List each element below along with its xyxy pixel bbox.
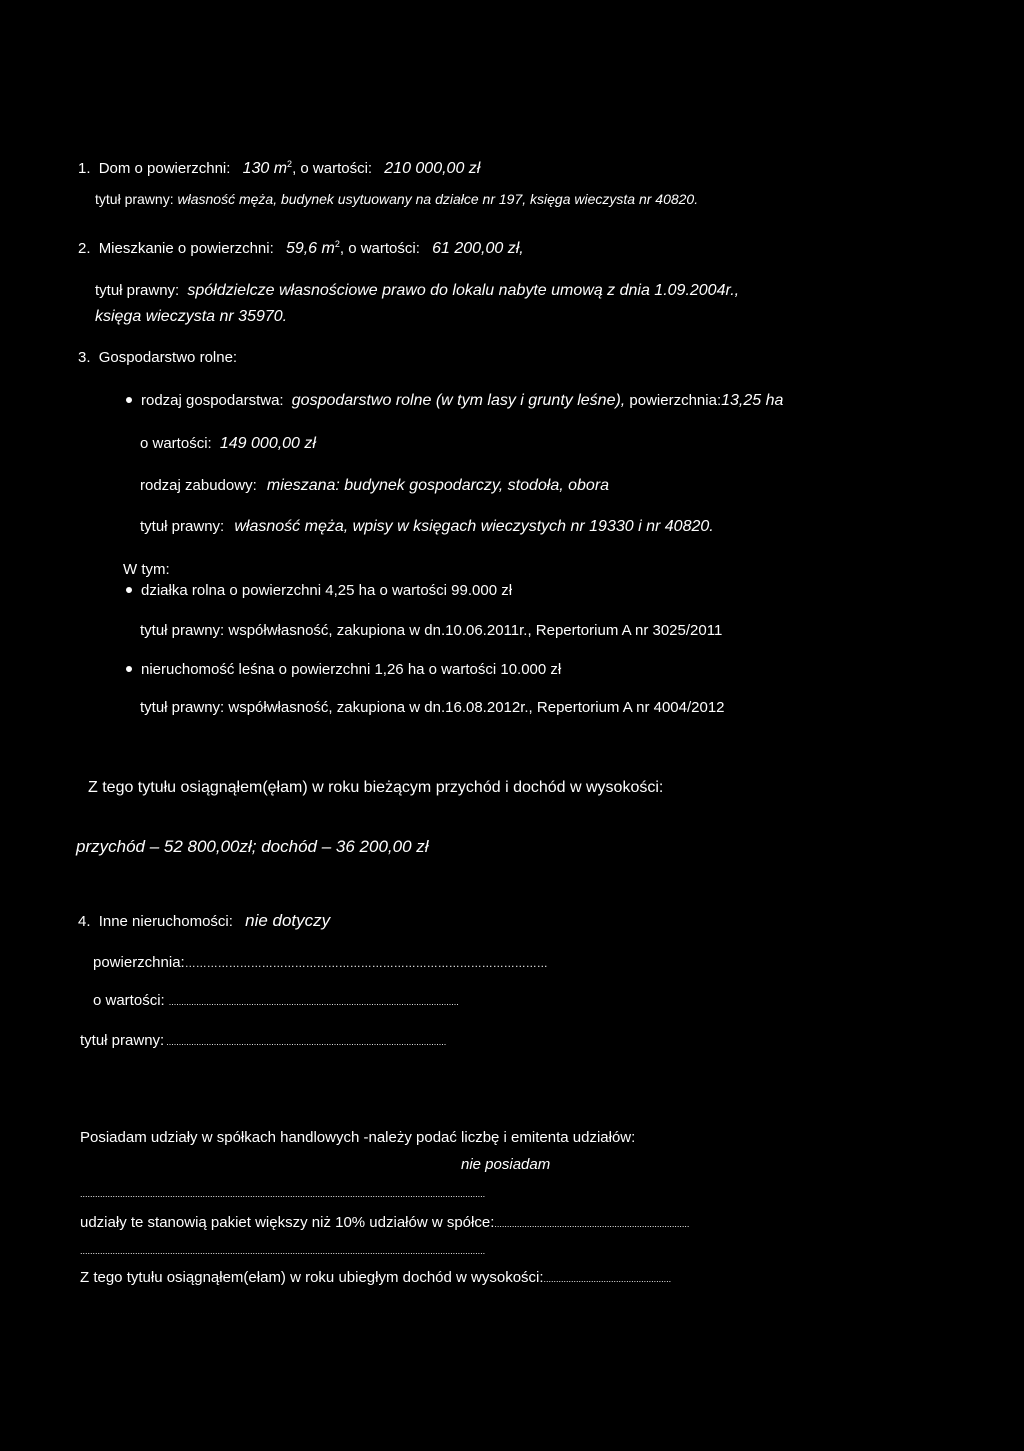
item3-line	[78, 350, 237, 365]
item3-value-line	[140, 436, 316, 452]
shares-income-dots: ...................................................	[543, 1274, 672, 1284]
item2-title-line	[95, 283, 739, 299]
item1-title-line	[95, 192, 698, 206]
item2-value: 61 200,00 zł,	[432, 240, 524, 257]
bullet-icon	[126, 397, 132, 403]
item4-value-dots: ....................................................................................................................	[168, 997, 459, 1007]
item2-number: 2.	[78, 240, 91, 257]
shares-income-line	[80, 1270, 671, 1285]
item4-number: 4.	[78, 913, 91, 930]
item3-type-line	[126, 393, 783, 409]
item3-label: Gospodarstwo rolne:	[98, 349, 238, 366]
bullet-icon	[126, 666, 132, 672]
item3-title-line	[140, 519, 714, 535]
shares-pct-line	[80, 1215, 689, 1230]
item3-sub1: działka rolna o powierzchni 4,25 ha o wartości 99.000 zł	[141, 582, 513, 599]
item4-label: Inne nieruchomości:	[98, 913, 233, 930]
item1-area-sup: 2	[287, 159, 293, 169]
item1-area: 130 m	[242, 160, 288, 177]
shares-dots-line2: ..................................................................................................................................................................	[80, 1246, 486, 1256]
item1-label: Dom o powierzchni:	[98, 160, 231, 177]
item3-sub2-title: tytuł prawny: współwłasność, zakupiona w dn.16.08.2012r., Repertorium A nr 4004/2012	[140, 699, 725, 716]
item4-area-dots: ………………………………………………………………………………………	[184, 958, 548, 970]
item2-label: Mieszkanie o powierzchni:	[98, 240, 274, 257]
item1-title-label: tytuł prawny:	[95, 191, 174, 207]
item4-title-line	[80, 1033, 446, 1048]
item3-value-label: o wartości:	[140, 435, 212, 452]
shares-label: Posiadam udziały w spółkach handlowych -należy podać liczbę i emitenta udziałów:	[80, 1129, 636, 1146]
item4-area-label: powierzchnia:	[93, 954, 185, 971]
item4-line	[78, 912, 330, 929]
item3-number: 3.	[78, 349, 91, 366]
item3-building-value: mieszana: budynek gospodarczy, stodoła, obora	[266, 477, 610, 494]
item4-area-line	[93, 955, 548, 970]
item1-value-label: , o wartości:	[292, 160, 373, 177]
item3-title-label: tytuł prawny:	[140, 518, 225, 535]
item4-title-dots: ................................................................................................................	[166, 1037, 447, 1047]
item2-title-value: spółdzielcze własnościowe prawo do lokalu nabyte umową z dnia 1.09.2004r.,	[187, 282, 740, 299]
item3-income-label: Z tego tytułu osiągnąłem(ęłam) w roku bieżącym przychód i dochód w wysokości:	[88, 779, 664, 796]
item3-type-label: rodzaj gospodarstwa:	[141, 392, 284, 409]
item1-number: 1.	[78, 160, 91, 177]
item3-sub1-title: tytuł prawny: współwłasność, zakupiona w dn.10.06.2011r., Repertorium A nr 3025/2011	[140, 622, 723, 639]
item4-value-line	[93, 993, 459, 1008]
item2-value-label: , o wartości:	[339, 240, 420, 257]
item3-sub1-line	[126, 583, 512, 598]
item3-building-label: rodzaj zabudowy:	[140, 477, 257, 494]
item1-title-value: własność męża, budynek usytuowany na działce nr 197, księga wieczysta nr 40820.	[177, 191, 699, 207]
item1-line	[78, 160, 480, 177]
shares-income-label: Z tego tytułu osiągnąłem(ełam) w roku ubiegłym dochód w wysokości:	[80, 1269, 544, 1286]
bullet-icon	[126, 587, 132, 593]
item3-area-label: powierzchnia:	[629, 392, 722, 409]
item3-sub2-line	[126, 662, 561, 677]
item3-type-value: gospodarstwo rolne (w tym lasy i grunty leśne),	[291, 392, 626, 409]
item3-building-line	[140, 478, 609, 494]
item2-title-label: tytuł prawny:	[95, 282, 180, 299]
item4-value-label: o wartości:	[93, 992, 165, 1009]
item2-line	[78, 240, 524, 257]
item3-value: 149 000,00 zł	[219, 435, 316, 452]
item4-value: nie dotyczy	[245, 911, 331, 930]
shares-pct-dots: ..............................................................................	[494, 1219, 690, 1229]
item3-title-value: własność męża, wpisy w księgach wieczystych nr 19330 i nr 40820.	[234, 518, 714, 535]
item3-income-value: przychód – 52 800,00zł; dochód – 36 200,00 zł	[76, 837, 429, 856]
item4-title-label: tytuł prawny:	[80, 1032, 165, 1049]
shares-dots-line: ..................................................................................................................................................................	[80, 1189, 486, 1199]
shares-pct-label: udziały te stanowią pakiet większy niż 10% udziałów w spółce:	[80, 1214, 495, 1231]
item3-area-value: 13,25 ha	[721, 392, 784, 409]
item3-in-that: W tym:	[123, 561, 170, 578]
shares-value: nie posiadam	[461, 1156, 551, 1173]
item1-value: 210 000,00 zł	[384, 160, 481, 177]
item3-sub2: nieruchomość leśna o powierzchni 1,26 ha o wartości 10.000 zł	[141, 661, 562, 678]
item2-area: 59,6 m	[285, 240, 335, 257]
item2-title-value-line2: księga wieczysta nr 35970.	[95, 308, 288, 325]
item2-area-sup: 2	[334, 239, 340, 249]
